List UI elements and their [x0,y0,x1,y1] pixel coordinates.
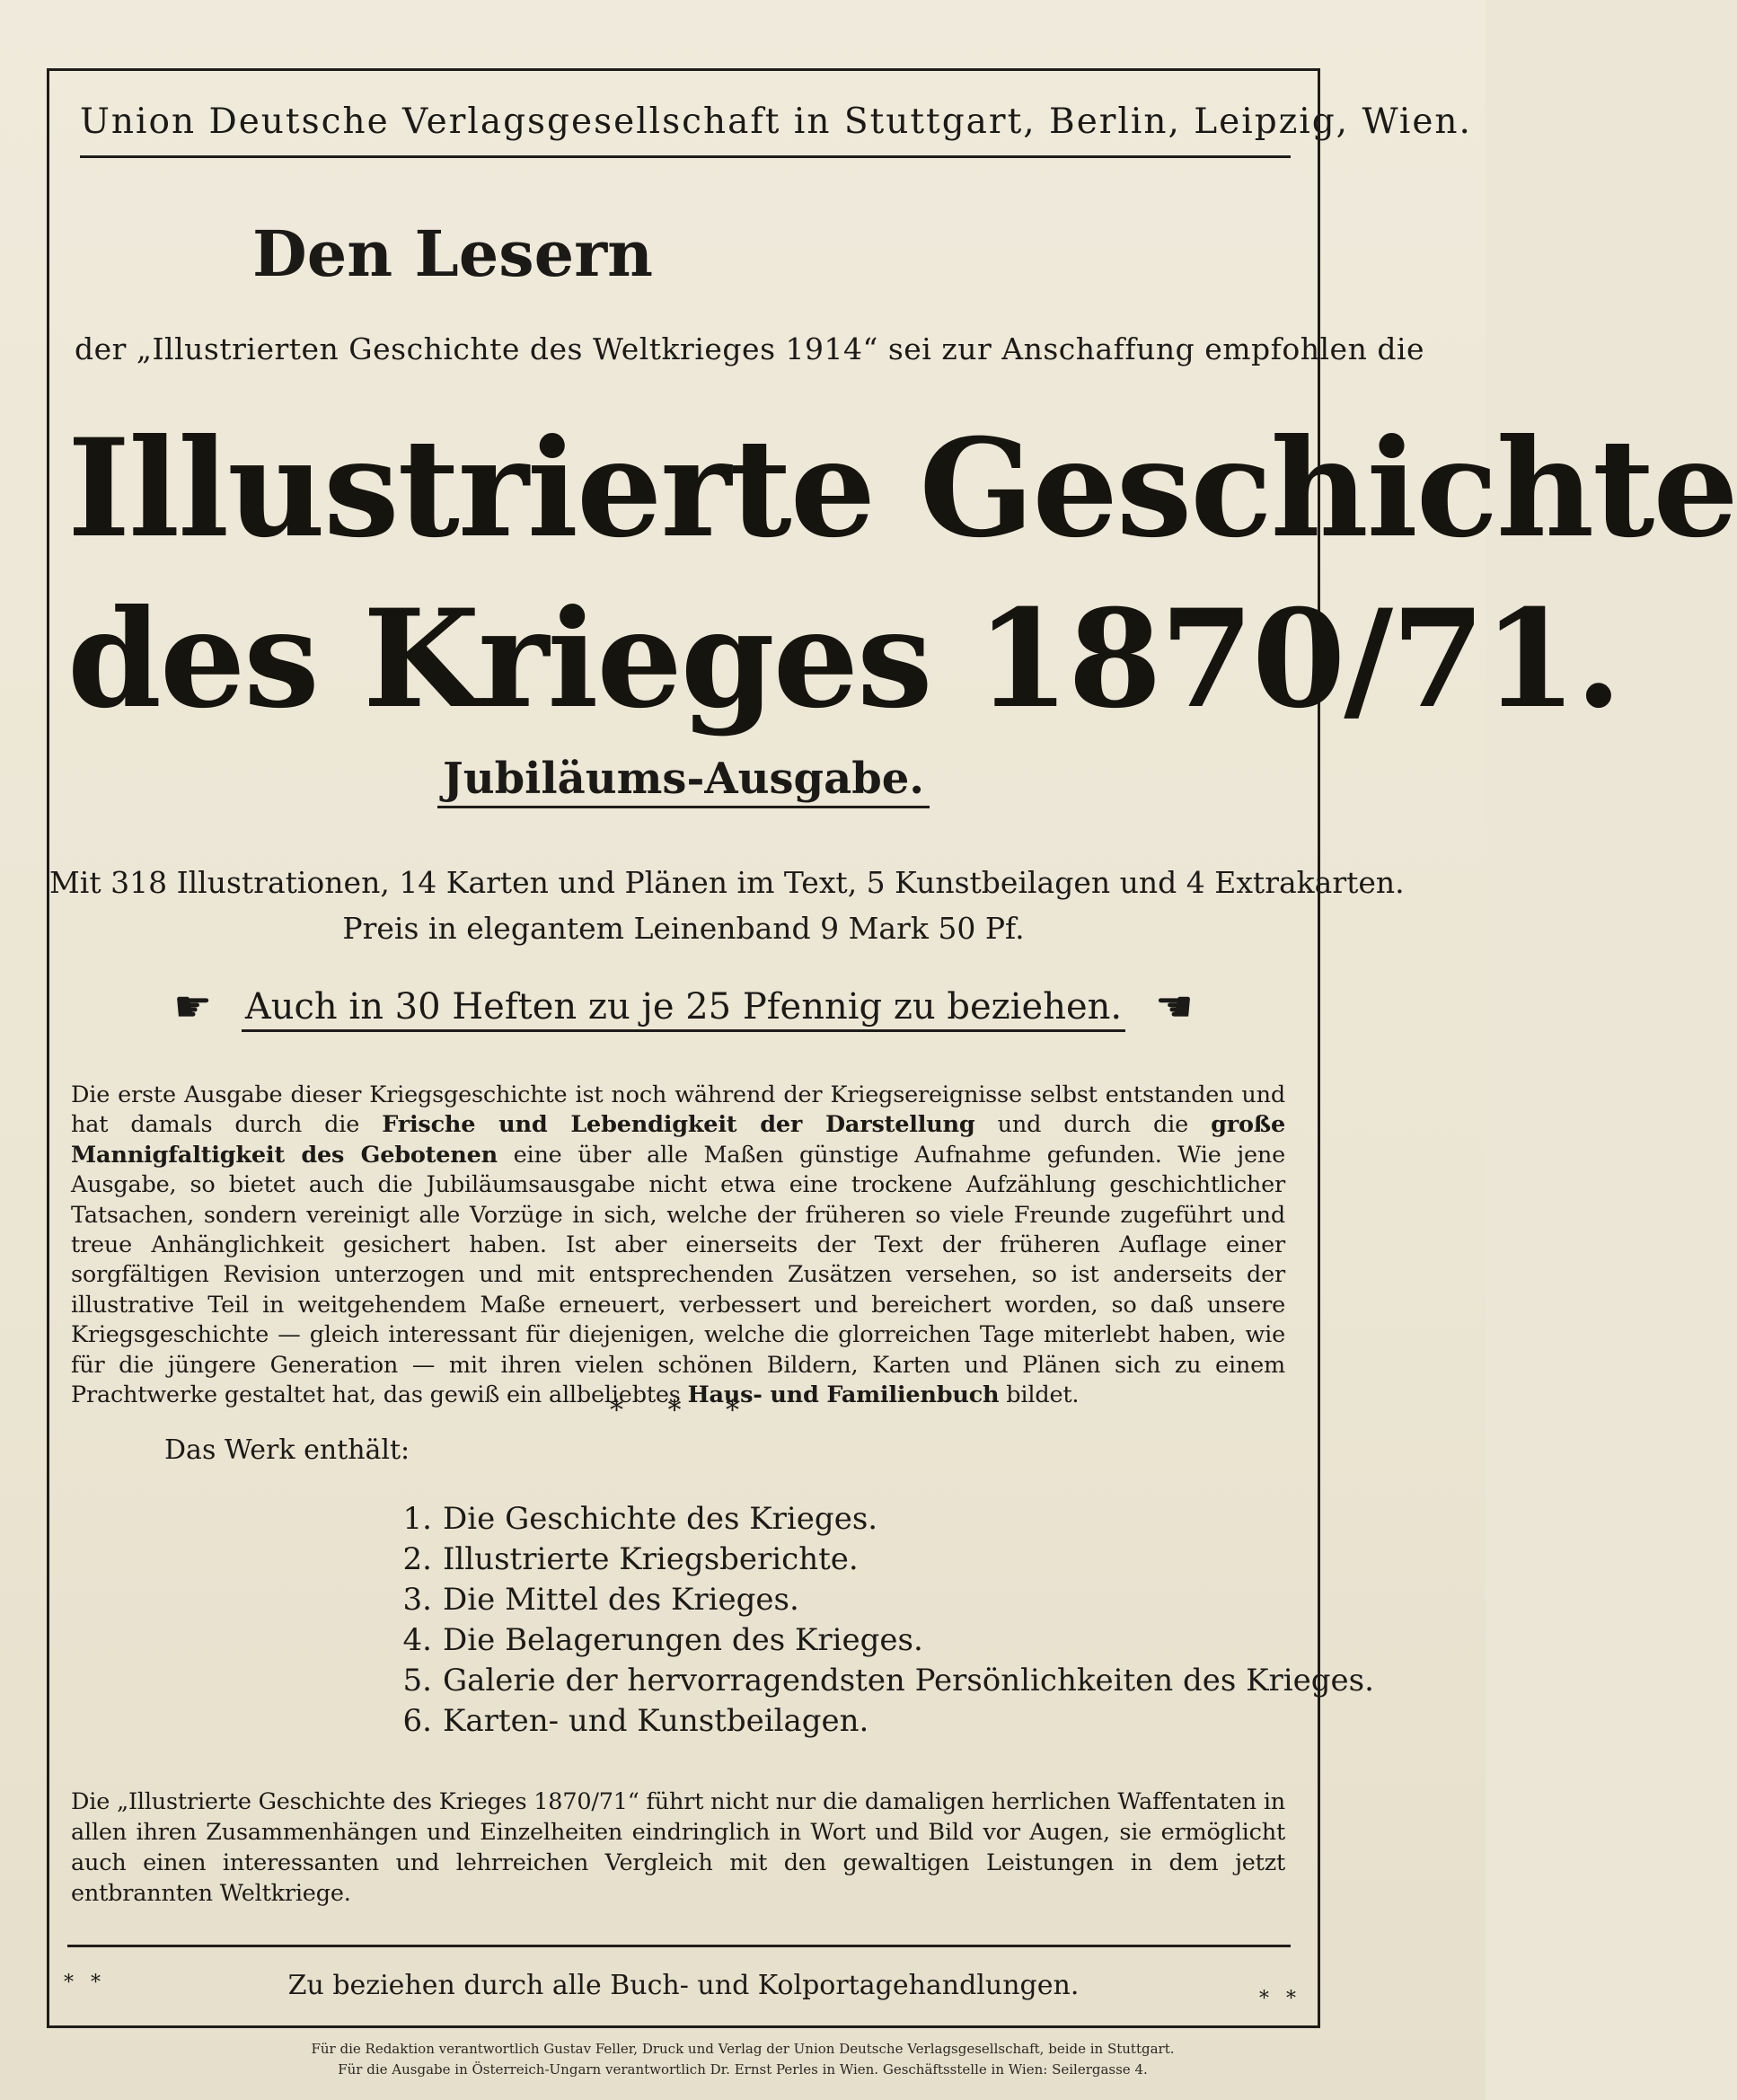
list-item [398,1701,1374,1742]
list-item-label: Karten- und Kunstbeilagen. [443,1703,869,1739]
description-text-1: Die erste Ausgabe dieser Kriegsgeschichte ist noch während der Kriegsereignisse selbst entstanden und hat damals durch die [71,1081,1285,1139]
description-text-4: bildet. [999,1381,1080,1409]
intro-line: der „Illustrierten Geschichte des Weltkrieges 1914“ sei zur Anschaffung empfohlen die [75,331,1425,366]
section-separator: * * * [609,1395,758,1426]
imprint-line-2: Für die Ausgabe in Österreich-Ungarn verantwortlich Dr. Ernst Perles in Wien. Geschäftsstelle in Wien: Seilergasse 4. [338,2061,1148,2078]
list-item-label: Die Geschichte des Krieges. [443,1501,878,1537]
list-item-number: 6. [402,1703,432,1739]
list-item-number: 5. [402,1663,432,1699]
main-title-line-1: Illustrierte Geschichte [67,410,1737,568]
distribution-line: Zu beziehen durch alle Buch- und Kolportagehandlungen. [287,1970,1080,2001]
issues-offer-text: Auch in 30 Heften zu je 25 Pfennig zu beziehen. [242,986,1125,1032]
list-item-number: 2. [402,1541,432,1577]
list-item-number: 4. [402,1622,432,1658]
edition-heading [49,754,1318,804]
list-item [398,1580,1374,1620]
contents-list [398,1499,1374,1742]
list-item [398,1499,1374,1540]
publisher-header: Union Deutsche Verlagsgesellschaft in Stuttgart, Berlin, Leipzig, Wien. [80,94,1291,158]
list-item [398,1620,1374,1661]
description-bold-3: Haus- und Familienbuch [687,1381,1000,1409]
imprint-line-1: Für die Redaktion verantwortlich Gustav Feller, Druck und Verlag der Union Deutsche Verlagsgesellschaft, beide in Stuttgart. [311,2041,1175,2057]
list-item [398,1540,1374,1580]
contents-heading: Das Werk enthält: [164,1434,410,1466]
description-bold-1: Frische und Lebendigkeit der Darstellung [382,1111,975,1139]
list-item-label: Galerie der hervorragendsten Persönlichkeiten des Krieges. [443,1663,1374,1699]
price-line: Preis in elegantem Leinenband 9 Mark 50 Pf. [342,911,1025,946]
description-text-3: eine über alle Maßen günstige Aufnahme gefunden. Wie jene Ausgabe, so bietet auch die Jubiläumsausgabe nicht etwa eine trockene Aufzählung geschichtlicher Tatsachen, sondern vereinigt alle Vorzüge in sich, welche der früheren so viele Freunde zugeführt und treue Anhänglichkeit gesichert haben. Ist aber einerseits der Text der früheren Auflage einer sorgfältigen Revision unterzogen und mit entsprechenden Zusätzen versehen, so ist anderseits der illustrative Teil in weitgehendem Maße erneuert, verbessert und bereichert worden, so daß unsere Kriegsgeschichte — gleich interessant für diejenigen, welche die glorreichen Tage miterlebt haben, wie für die jüngere Generation — mit ihren vielen schönen Bildern, Karten und Plänen sich zu einem Prachtwerke gestaltet hat, das gewiß ein allbeliebtes [71,1141,1285,1409]
pointing-hand-right-icon: ☛ [173,982,213,1032]
list-item-label: Die Belagerungen des Krieges. [443,1622,923,1658]
description-text-2: und durch die [974,1111,1212,1139]
description-bold-2: große Mannigfaltigkeit des Gebotenen [71,1111,1285,1169]
description-paragraph [71,1081,1285,1410]
list-item-number: 1. [402,1501,432,1537]
corner-stars-right: * * [1259,1988,1301,2010]
issues-offer [49,982,1318,1032]
edition-label: Jubiläums-Ausgabe. [437,754,930,808]
list-item-label: Illustrierte Kriegsberichte. [443,1541,859,1577]
features-line: Mit 318 Illustrationen, 14 Karten und Plänen im Text, 5 Kunstbeilagen und 4 Extrakarten. [49,865,1405,900]
greeting-heading: Den Lesern [252,216,653,291]
pointing-hand-left-icon: ☚ [1154,982,1194,1032]
list-item [398,1661,1374,1701]
closing-paragraph: Die „Illustrierte Geschichte des Krieges 1870/71“ führt nicht nur die damaligen herrlichen Waffentaten in allen ihren Zusammenhängen und Einzelheiten eindringlich in Wort und Bild vor Augen, sie ermöglicht auch einen interessanten und lehrreichen Vergleich mit den gewaltigen Leistungen in dem jetzt entbrannten Weltkriege. [71,1788,1286,1907]
main-title-line-2: des Krieges 1870/71. [67,580,1621,738]
list-item-number: 3. [402,1582,432,1618]
list-item-label: Die Mittel des Krieges. [443,1582,799,1618]
corner-stars-left: * * [64,1972,106,1994]
page-frame [47,68,1737,2028]
footer-divider [67,1945,1291,1947]
